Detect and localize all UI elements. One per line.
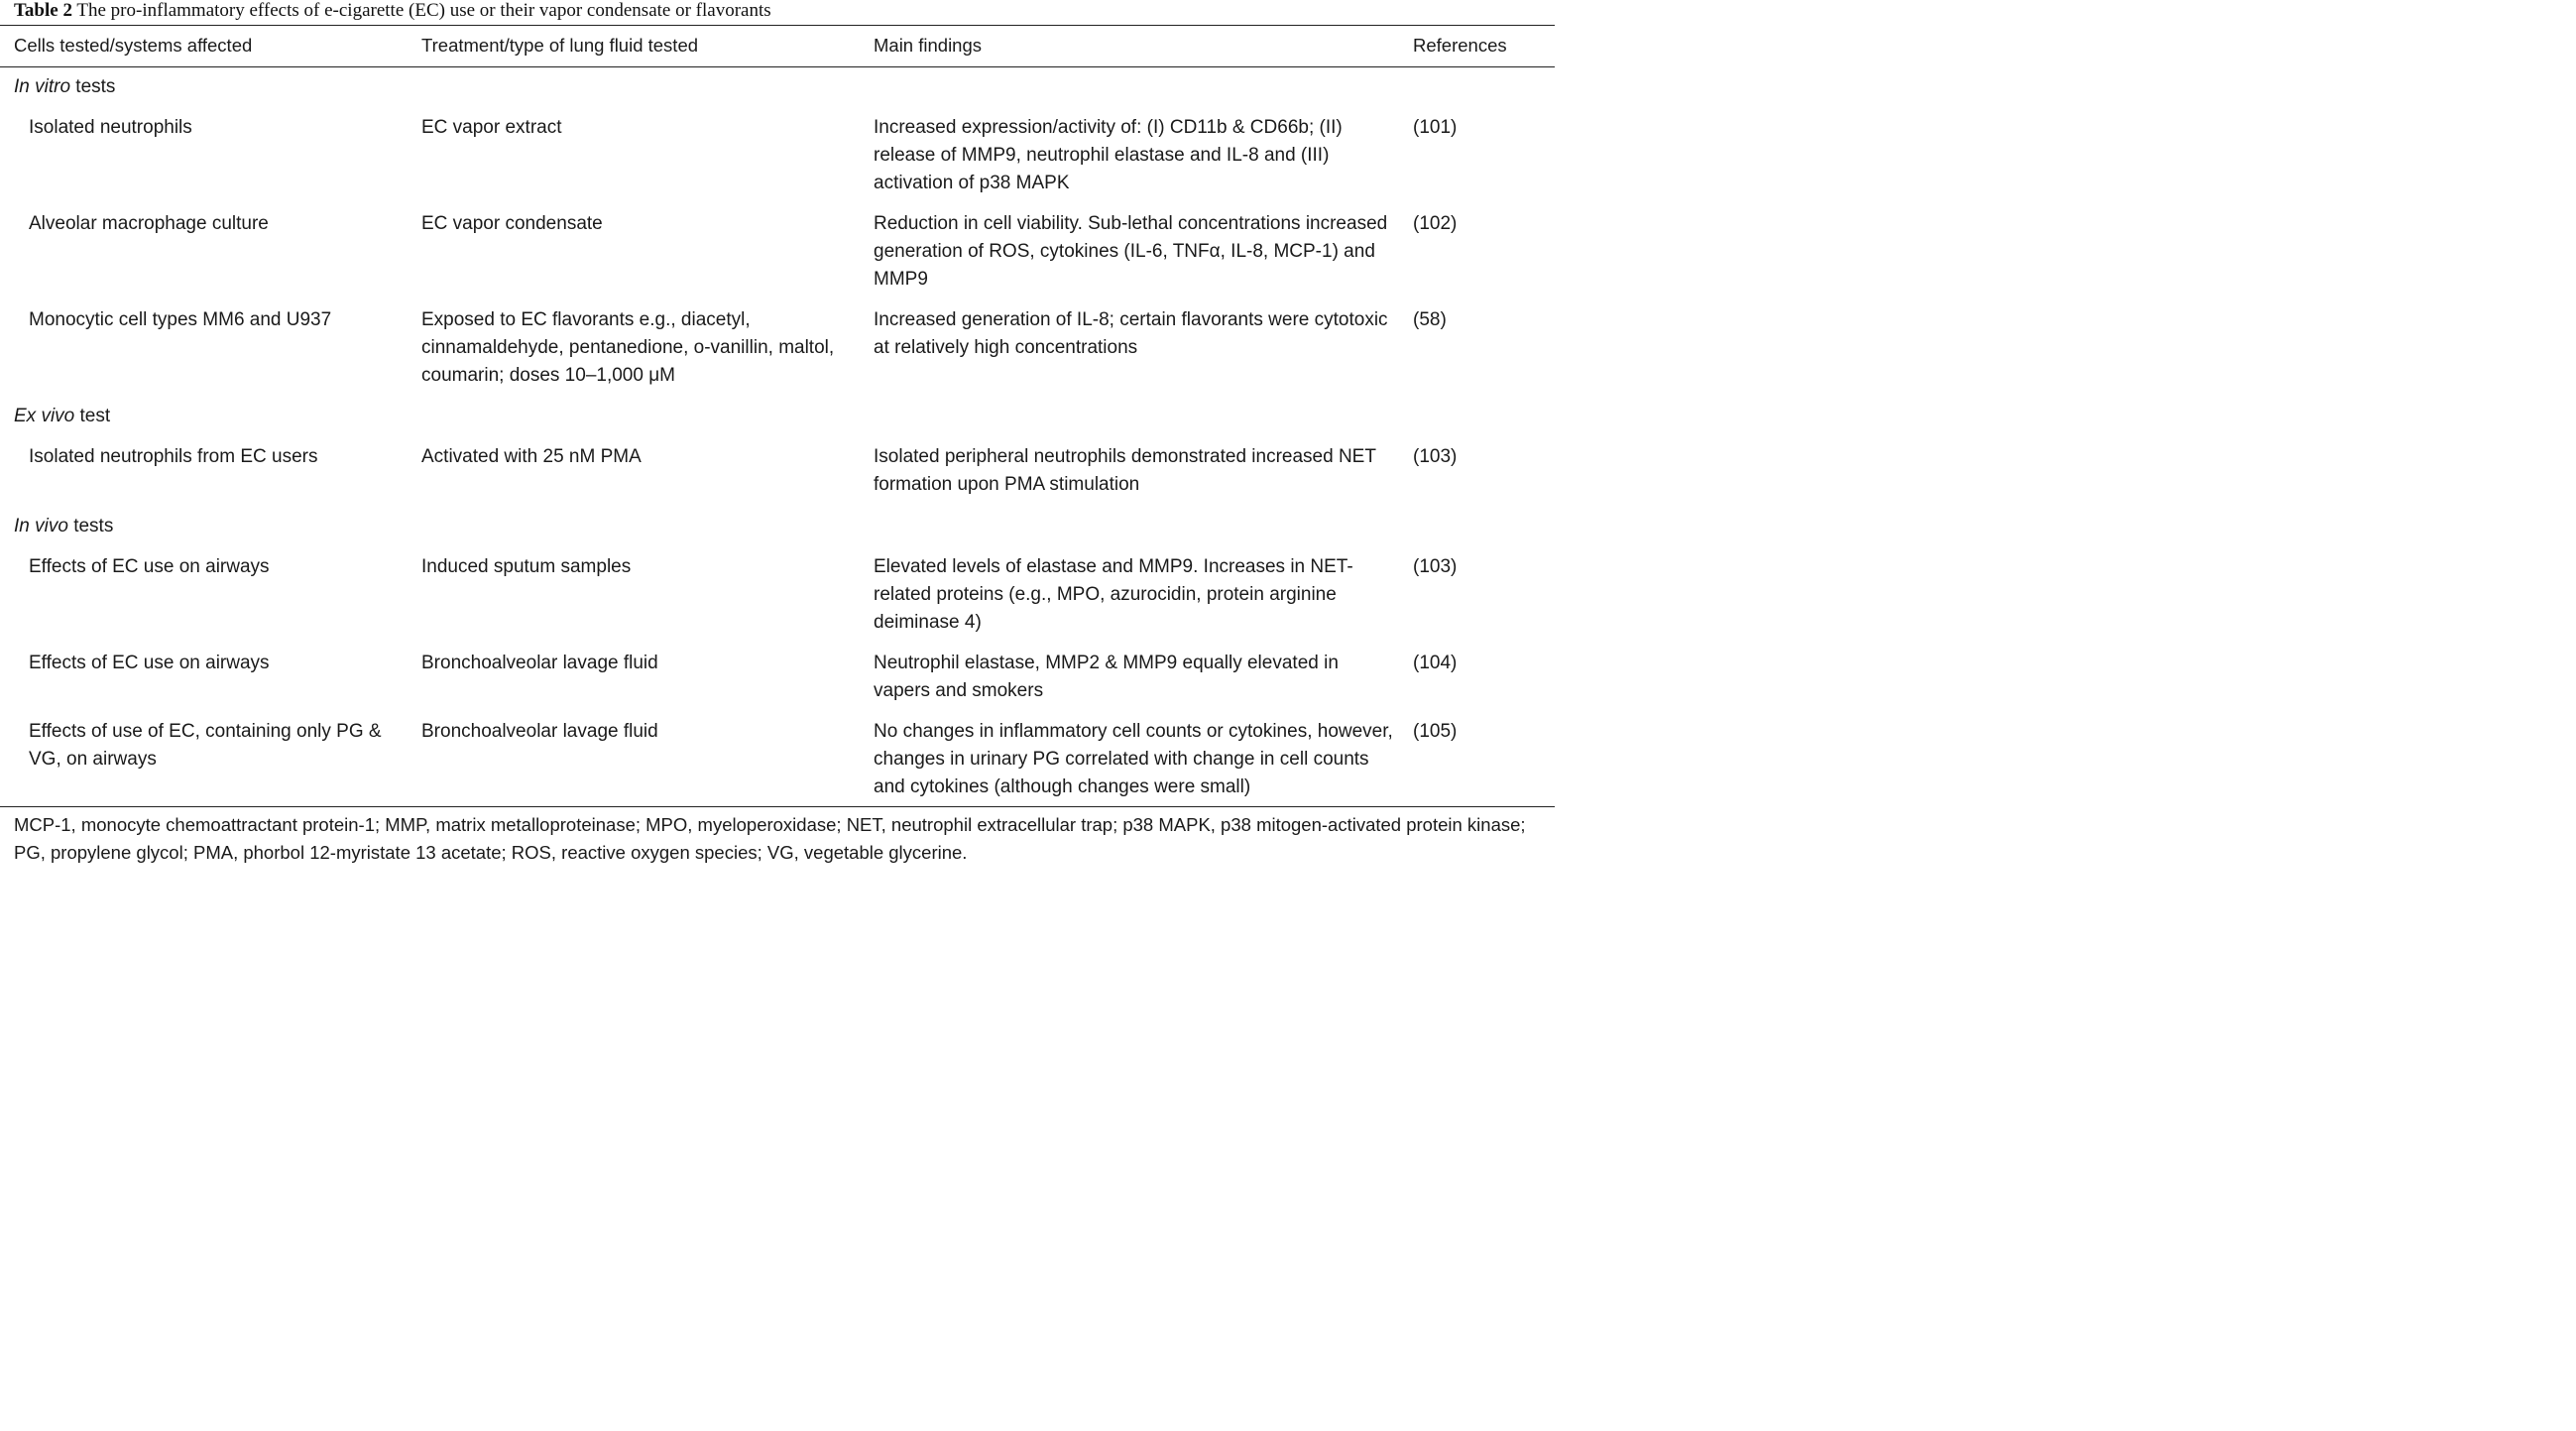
table-caption-text: The pro-inflammatory effects of e-cigarette (EC) use or their vapor condensate or flavorants bbox=[76, 0, 771, 21]
cell-cells-tested: Effects of EC use on airways bbox=[29, 556, 270, 577]
cell-main-findings: Reduction in cell viability. Sub-lethal concentrations increased generation of ROS, cytokines (IL-6, TNFα, IL-8, MCP-1) and MMP9 bbox=[874, 213, 1388, 290]
section-label-in-vivo bbox=[14, 513, 113, 540]
header-references: References bbox=[1413, 35, 1507, 56]
section-label-italic: In vitro bbox=[14, 76, 71, 97]
cell-main-findings: Isolated peripheral neutrophils demonstrated increased NET formation upon PMA stimulation bbox=[874, 446, 1376, 495]
cell-cells-tested: Alveolar macrophage culture bbox=[29, 213, 269, 234]
section-label-rest: tests bbox=[70, 76, 116, 97]
cell-reference: (104) bbox=[1413, 653, 1458, 673]
cell-reference: (102) bbox=[1413, 213, 1458, 234]
section-label-in-vitro bbox=[14, 73, 115, 101]
cell-reference: (103) bbox=[1413, 556, 1458, 577]
cell-treatment: Activated with 25 nM PMA bbox=[421, 446, 642, 467]
cell-cells-tested: Monocytic cell types MM6 and U937 bbox=[29, 309, 332, 330]
table-footnote: MCP-1, monocyte chemoattractant protein-1; MMP, matrix metalloproteinase; MPO, myeloperoxidase; NET, neutrophil extracellular trap; p38 MAPK, p38 mitogen-activated protein kinase; PG, propylene glycol; PMA, phorbol 12-myristate 13 acetate; ROS, reactive oxygen species; VG, vegetable glycerine. bbox=[14, 814, 1526, 863]
table-caption bbox=[14, 0, 771, 24]
section-label-rest: test bbox=[74, 406, 111, 426]
cell-treatment: Exposed to EC flavorants e.g., diacetyl, cinnamaldehyde, pentanedione, o-vanillin, maltol, coumarin; doses 10–1,000 μM bbox=[421, 309, 835, 386]
cell-cells-tested: Isolated neutrophils from EC users bbox=[29, 446, 318, 467]
cell-treatment: Induced sputum samples bbox=[421, 556, 632, 577]
table-bottom-rule bbox=[0, 806, 1555, 807]
header-bottom-rule bbox=[0, 66, 1555, 67]
table-top-rule bbox=[0, 25, 1555, 26]
cell-main-findings: Increased expression/activity of: (I) CD11b & CD66b; (II) release of MMP9, neutrophil elastase and IL-8 and (III) activation of p38 MAPK bbox=[874, 117, 1343, 193]
cell-reference: (105) bbox=[1413, 721, 1458, 742]
section-label-ex-vivo bbox=[14, 403, 110, 430]
cell-cells-tested: Effects of use of EC, containing only PG & VG, on airways bbox=[29, 721, 382, 770]
cell-treatment: EC vapor condensate bbox=[421, 213, 603, 234]
cell-treatment: Bronchoalveolar lavage fluid bbox=[421, 721, 658, 742]
cell-reference: (58) bbox=[1413, 309, 1447, 330]
section-label-italic: In vivo bbox=[14, 516, 68, 537]
cell-cells-tested: Isolated neutrophils bbox=[29, 117, 192, 138]
cell-treatment: EC vapor extract bbox=[421, 117, 562, 138]
cell-main-findings: No changes in inflammatory cell counts or cytokines, however, changes in urinary PG correlated with change in cell counts and cytokines (although changes were small) bbox=[874, 721, 1393, 797]
cell-main-findings: Increased generation of IL-8; certain flavorants were cytotoxic at relatively high concentrations bbox=[874, 309, 1388, 358]
cell-main-findings: Elevated levels of elastase and MMP9. Increases in NET-related proteins (e.g., MPO, azurocidin, protein arginine deiminase 4) bbox=[874, 556, 1353, 633]
table-caption-label: Table 2 bbox=[14, 0, 72, 21]
cell-main-findings: Neutrophil elastase, MMP2 & MMP9 equally elevated in vapers and smokers bbox=[874, 653, 1339, 701]
cell-reference: (101) bbox=[1413, 117, 1458, 138]
header-treatment: Treatment/type of lung fluid tested bbox=[421, 35, 699, 56]
cell-reference: (103) bbox=[1413, 446, 1458, 467]
section-label-italic: Ex vivo bbox=[14, 406, 75, 426]
section-label-rest: tests bbox=[67, 516, 114, 537]
header-cells-tested: Cells tested/systems affected bbox=[14, 35, 253, 56]
header-main-findings: Main findings bbox=[874, 35, 983, 56]
cell-cells-tested: Effects of EC use on airways bbox=[29, 653, 270, 673]
cell-treatment: Bronchoalveolar lavage fluid bbox=[421, 653, 658, 673]
